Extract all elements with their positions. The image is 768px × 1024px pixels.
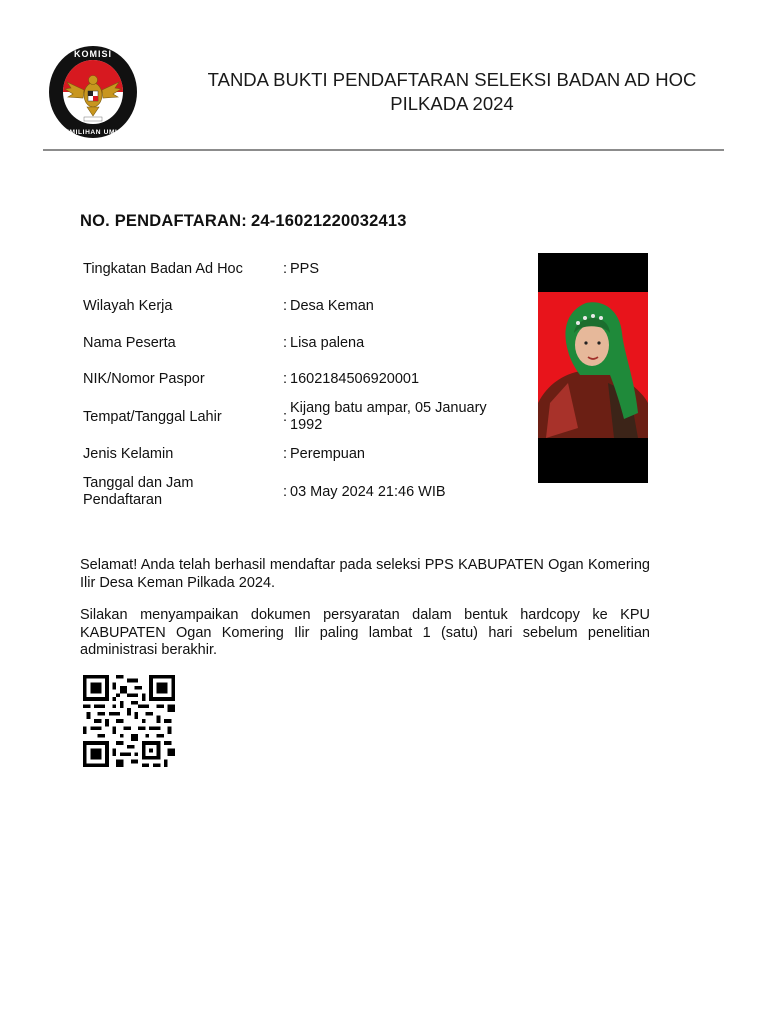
info-label: Tempat/Tanggal Lahir	[83, 408, 222, 425]
registration-number	[80, 212, 407, 231]
info-label: Tanggal dan Jam Pendaftaran	[83, 475, 194, 508]
document-header	[0, 0, 768, 152]
page-title	[180, 68, 724, 116]
info-row	[80, 471, 510, 513]
info-value: Lisa palena	[290, 334, 365, 351]
qr-code-icon[interactable]	[80, 675, 178, 767]
info-separator: :	[283, 297, 288, 314]
info-label: Wilayah Kerja	[83, 297, 173, 314]
info-row	[80, 325, 510, 361]
info-value: Kijang batu ampar, 05 January 1992	[290, 400, 487, 433]
info-label: Jenis Kelamin	[83, 445, 174, 462]
info-value: 1602184506920001	[290, 370, 420, 387]
congratulations-text: Selamat! Anda telah berhasil mendaftar pada seleksi PPS KABUPATEN Ogan Komering Ilir Desa Keman Pilkada 2024.	[80, 557, 650, 591]
registration-label: NO. PENDAFTARAN:	[80, 212, 247, 230]
info-value: 03 May 2024 21:46 WIB	[290, 483, 446, 500]
info-row	[80, 287, 510, 325]
info-row	[80, 252, 510, 287]
info-value: Desa Keman	[290, 297, 374, 314]
info-separator: :	[283, 370, 288, 387]
registration-value: 24-16021220032413	[250, 212, 407, 230]
kpu-logo-icon	[47, 44, 139, 140]
info-row	[80, 361, 510, 397]
info-separator: :	[283, 445, 288, 462]
participant-info-table	[80, 252, 510, 513]
header-divider	[43, 149, 724, 151]
logo-bottom-text: PEMILIHAN UMUM	[59, 129, 127, 136]
info-label: Nama Peserta	[83, 334, 176, 351]
info-row	[80, 397, 510, 437]
title-line-2: PILKADA 2024	[390, 93, 514, 114]
info-separator: :	[283, 261, 288, 277]
info-value: Perempuan	[290, 445, 365, 462]
info-separator: :	[283, 483, 288, 500]
instruction-text: Silakan menyampaikan dokumen persyaratan dalam bentuk hardcopy ke KPU KABUPATEN Ogan Komering Ilir paling lambat 1 (satu) hari sebelum penelitian administrasi berakhir.	[80, 607, 650, 658]
info-label: Tingkatan Badan Ad Hoc	[83, 261, 243, 277]
info-row	[80, 437, 510, 471]
info-separator: :	[283, 334, 288, 351]
info-value: PPS	[290, 261, 320, 277]
logo-top-text: KOMISI	[73, 49, 113, 59]
title-line-1: TANDA BUKTI PENDAFTARAN SELEKSI BADAN AD HOC	[207, 69, 697, 90]
info-label: NIK/Nomor Paspor	[83, 370, 205, 387]
info-separator: :	[283, 408, 288, 425]
participant-photo	[538, 253, 648, 483]
